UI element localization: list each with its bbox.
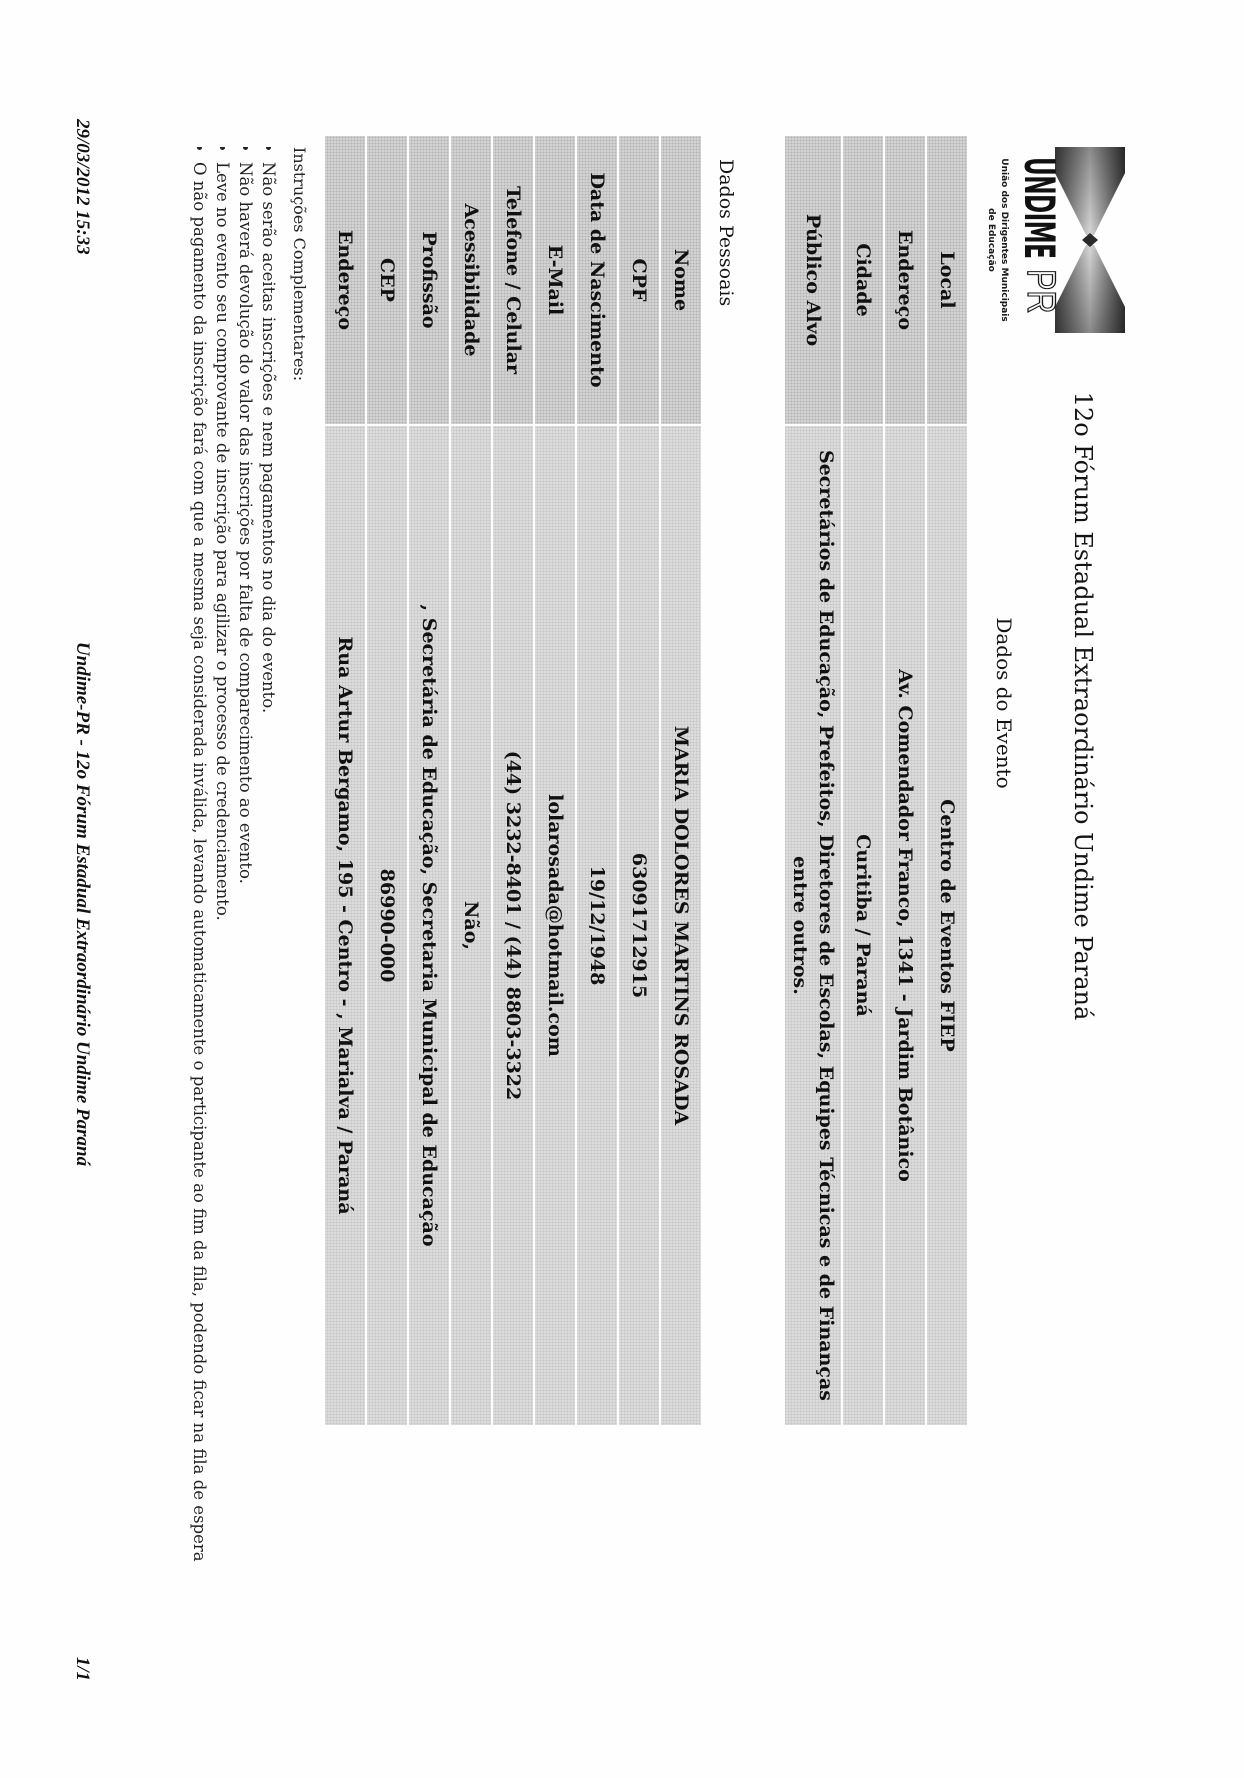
personal-value-data-nascimento: 19/12/1948 [577,426,617,1425]
event-value-publico-alvo: Secretários de Educação, Prefeitos, Diretores de Escolas, Equipes Técnicas e de Finanças entre outros. [785,426,841,1425]
personal-value-telefone: (44) 3232-8401 / (44) 8803-3322 [493,426,533,1425]
personal-details-table [323,134,703,1427]
logo-wordmark-pr: PR [1019,269,1063,314]
personal-label-data-nascimento: Data de Nascimento [577,136,617,424]
personal-value-cep: 86990-000 [367,426,407,1425]
instructions-heading: Instruções Complementares: [290,147,309,382]
personal-label-email: E-Mail [535,136,575,424]
logo-tagline-line1: União dos Dirigentes Municipais [999,158,1009,322]
list-item: • Não serão aceitas inscrições e nem pagamentos no dia do evento. [257,162,280,1772]
event-value-local: Centro de Eventos FIEP [927,426,967,1425]
footer-document-title: Undime-PR - 12o Fórum Estadual Extraordinário Undime Paraná [72,641,93,1167]
table-row [535,136,575,1425]
event-label-cidade: Cidade [843,136,883,424]
table-row [451,136,491,1425]
personal-label-nome: Nome [661,136,701,424]
logo-tagline-line2: de Educação [986,208,996,272]
list-item: • Leve no evento seu comprovante de inscrição para agilizar o processo de credenciamento. [211,162,234,1772]
table-row [927,136,967,1425]
event-label-endereco: Endereço [885,136,925,424]
personal-label-profissao: Profissão [409,136,449,424]
personal-label-acessibilidade: Acessibilidade [451,136,491,424]
personal-value-endereco: Rua Artur Bergamo, 195 - Centro - , Marialva / Paraná [325,426,365,1425]
event-details-table [783,134,969,1427]
undime-logo [980,147,1125,337]
footer-print-timestamp: 29/03/2012 15:33 [72,119,93,255]
personal-label-cpf: CPF [619,136,659,424]
personal-section-heading: Dados Pessoais [715,159,737,307]
table-row [367,136,407,1425]
table-row [493,136,533,1425]
event-value-endereco: Av. Comendador Franco, 1341 - Jardim Botânico [885,426,925,1425]
personal-value-profissao: , Secretária de Educação, Secretaria Municipal de Educação [409,426,449,1425]
table-row [409,136,449,1425]
list-item: • Não haverá devolução do valor das inscrições por falta de comparecimento ao evento. [234,162,257,1772]
footer-page-number: 1/1 [72,1656,93,1681]
table-row [577,136,617,1425]
logo-tagline [984,147,1010,333]
event-section-heading: Dados do Evento [992,617,1016,789]
table-row [325,136,365,1425]
table-row [661,136,701,1425]
personal-value-acessibilidade: Não, [451,426,491,1425]
personal-label-cep: CEP [367,136,407,424]
personal-value-nome: MARIA DOLORES MARTINS ROSADA [661,426,701,1425]
table-row [619,136,659,1425]
personal-label-telefone: Telefone / Celular [493,136,533,424]
event-label-local: Local [927,136,967,424]
table-row [785,136,841,1425]
instructions-list [188,147,280,1772]
personal-value-cpf: 63091712915 [619,426,659,1425]
table-row [885,136,925,1425]
personal-value-email: lolarosada@hotmail.com [535,426,575,1425]
logo-wordmark-undime: UNDIME [1015,157,1064,259]
list-item: • O não pagamento da inscrição fará com que a mesma seja considerada inválida, levando automaticamente o participante ao fim da fila, podendo ficar na fila de espera [188,162,211,1772]
event-label-publico-alvo: Público Alvo [785,136,841,424]
personal-label-endereco: Endereço [325,136,365,424]
event-value-cidade: Curitiba / Paraná [843,426,883,1425]
table-row [843,136,883,1425]
page-title: 12o Fórum Estadual Extraordinário Undime Paraná [1069,391,1097,1021]
